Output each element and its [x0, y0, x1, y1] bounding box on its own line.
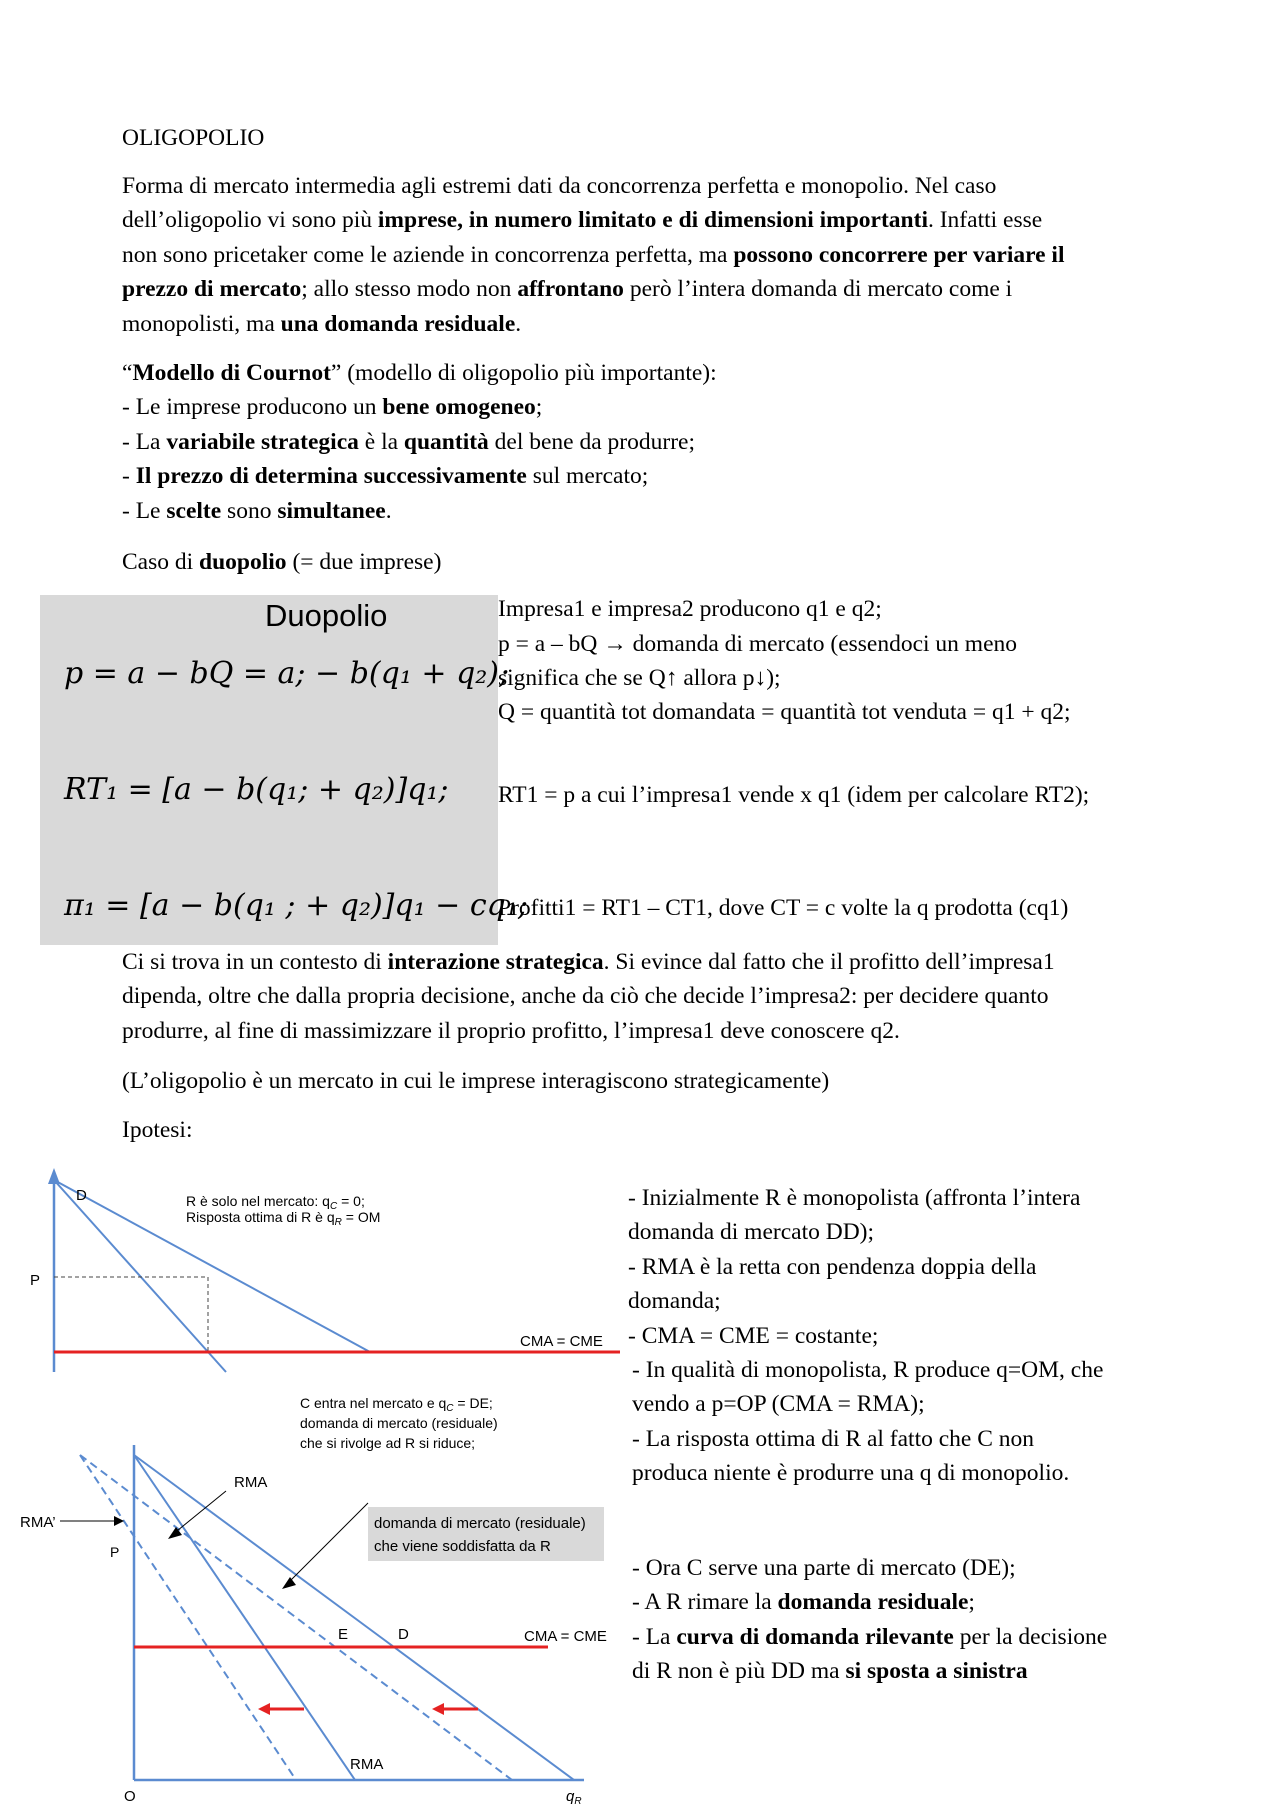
cournot-bullet-4: - Le scelte sono simultanee.: [122, 497, 392, 524]
chart2-box-pointer-head: [282, 1577, 296, 1589]
monopoly-bullet-3: - RMA è la retta con pendenza doppia della: [628, 1253, 1037, 1280]
strategic-line-1: Ci si trova in un contesto di interazione strategica. Si evince dal fatto che il profitto dell’impresa1: [122, 949, 1055, 975]
side-text-2: p = a – bQ → domanda di mercato (essendoci un meno: [498, 631, 1018, 657]
monopoly-bullet-5: - CMA = CME = costante;: [628, 1322, 879, 1349]
chart2-label-d: D: [398, 1626, 409, 1643]
demand-equation: p = a − bQ = a; − b(q₁ + q₂);: [64, 656, 510, 691]
monopoly-bullet-7: vendo a p=OP (CMA = RMA);: [632, 1391, 925, 1418]
cournot-section: [122, 356, 717, 528]
chart2-rma-bottom-label: RMA: [350, 1756, 384, 1773]
chart2-rma-label: RMA: [234, 1474, 268, 1491]
side-text-3: significa che se Q↑ allora p↓);: [498, 665, 781, 691]
monopoly-bullet-2: domanda di mercato DD);: [628, 1219, 875, 1246]
duopoly-bullet-1: - Ora C serve una parte di mercato (DE);: [632, 1555, 1016, 1581]
side-text-5: RT1 = p a cui l’impresa1 vende x q1 (idem per calcolare RT2);: [498, 782, 1090, 808]
chart2-box-line-1: domanda di mercato (residuale): [374, 1515, 586, 1532]
strategic-line-2: dipenda, oltre che dalla propria decisione, anche da ciò che decide l’impresa2: per decidere quanto: [122, 983, 1049, 1010]
monopoly-chart: [0, 1160, 640, 1380]
chart2-note-1: C entra nel mercato e $q_C$ = DE;: [300, 1395, 493, 1414]
duopoly-bullet-4: di R non è più DD ma si sposta a sinistra: [632, 1658, 1028, 1685]
chart2-rma-pointer: [172, 1491, 226, 1535]
duopoly-bullets: [632, 1551, 1107, 1689]
note-line: (L’oligopolio è un mercato in cui le imprese interagiscono strategicamente): [122, 1068, 830, 1094]
chart2-rma-prime-line: [80, 1455, 296, 1780]
hypothesis-label: Ipotesi:: [122, 1117, 193, 1143]
chart2-rma-prime-label: RMA’: [20, 1514, 56, 1531]
cournot-bullet-2: - La variabile strategica è la quantità del bene da produrre;: [122, 428, 695, 455]
strategic-paragraph: [122, 945, 1055, 1048]
profit-equation: π₁ = [a − b(q₁ ; + q₂)]q₁ − cq₁;: [64, 888, 528, 923]
side-text-6: Profitti1 = RT1 – CT1, dove CT = c volte la q prodotta (cq1): [498, 895, 1069, 921]
intro-line-3: non sono pricetaker come le aziende in concorrenza perfetta, ma possono concorrere per variare il: [122, 241, 1065, 268]
duopoly-chart: [0, 1385, 640, 1811]
intro-line-2: dell’oligopolio vi sono più imprese, in numero limitato e di dimensioni importanti. Infatti esse: [122, 207, 1043, 234]
chart1-note-2: Risposta ottima di R è $q_R$ = OM: [186, 1209, 381, 1228]
chart2-rma-prime-pointer-head: [114, 1516, 124, 1526]
chart2-cost-label: CMA = CME: [524, 1628, 607, 1645]
chart2-x-axis-label: $q_R$: [566, 1788, 582, 1807]
chart2-label-p: P: [110, 1544, 120, 1560]
panel-title: Duopolio: [265, 598, 388, 633]
monopoly-bullet-9: produca niente è produrre una q di monopolio.: [632, 1460, 1070, 1487]
chart2-shift-arrowhead-1: [258, 1703, 270, 1715]
chart2-note-2: domanda di mercato (residuale): [300, 1415, 498, 1431]
cournot-bullet-1: - Le imprese producono un bene omogeneo;: [122, 394, 543, 421]
chart1-label-p: P: [30, 1272, 41, 1289]
intro-paragraph: [122, 169, 1064, 341]
duopoly-bullet-3: - La curva di domanda rilevante per la decisione: [632, 1623, 1108, 1650]
monopoly-bullet-1: - Inizialmente R è monopolista (affronta l’intera: [628, 1185, 1081, 1211]
chart2-box-line-2: che viene soddisfatta da R: [374, 1538, 551, 1555]
side-text-1: Impresa1 e impresa2 producono q1 e q2;: [498, 596, 882, 622]
intro-line-5: monopolisti, ma una domanda residuale.: [122, 310, 522, 337]
chart2-shift-arrowhead-2: [432, 1703, 444, 1715]
page-title: OLIGOPOLIO: [122, 125, 265, 151]
revenue-equation: RT₁ = [a − b(q₁; + q₂)]q₁;: [64, 772, 449, 807]
monopoly-bullet-8: - La risposta ottima di R al fatto che C non: [632, 1425, 1035, 1452]
monopoly-bullet-6: - In qualità di monopolista, R produce q=OM, che: [632, 1357, 1104, 1384]
duopoly-heading: Caso di duopolio (= due imprese): [122, 549, 442, 575]
strategic-line-3: produrre, al fine di massimizzare il proprio profitto, l’impresa1 deve conoscere q2.: [122, 1017, 900, 1044]
chart2-box-pointer: [288, 1503, 368, 1583]
intro-line-4: prezzo di mercato; allo stesso modo non affrontano però l’intera domanda di mercato come i: [122, 276, 1013, 303]
chart2-demand-line: [134, 1455, 574, 1780]
side-text-4: Q = quantità tot domandata = quantità tot venduta = q1 + q2;: [498, 699, 1071, 725]
monopoly-bullets: [628, 1181, 1103, 1491]
chart2-note-3: che si rivolge ad R si riduce;: [300, 1435, 476, 1451]
chart2-label-e: E: [338, 1626, 349, 1643]
chart2-mr-line: [134, 1455, 355, 1780]
duopoly-bullet-2: - A R rimare la domanda residuale;: [632, 1589, 975, 1616]
cournot-heading: “Modello di Cournot” (modello di oligopolio più importante):: [122, 360, 717, 386]
chart1-note-1: R è solo nel mercato: $q_C = 0$;: [186, 1193, 365, 1212]
chart1-label-d: D: [76, 1187, 87, 1204]
chart1-cost-label: CMA = CME: [520, 1333, 603, 1350]
chart2-residual-demand-line: [80, 1455, 512, 1780]
cournot-bullet-3: - Il prezzo di determina successivamente sul mercato;: [122, 463, 649, 490]
monopoly-bullet-4: domanda;: [628, 1288, 721, 1315]
intro-line-1: Forma di mercato intermedia agli estremi dati da concorrenza perfetta e monopolio. Nel caso: [122, 173, 997, 199]
chart2-origin-label: O: [124, 1788, 136, 1805]
